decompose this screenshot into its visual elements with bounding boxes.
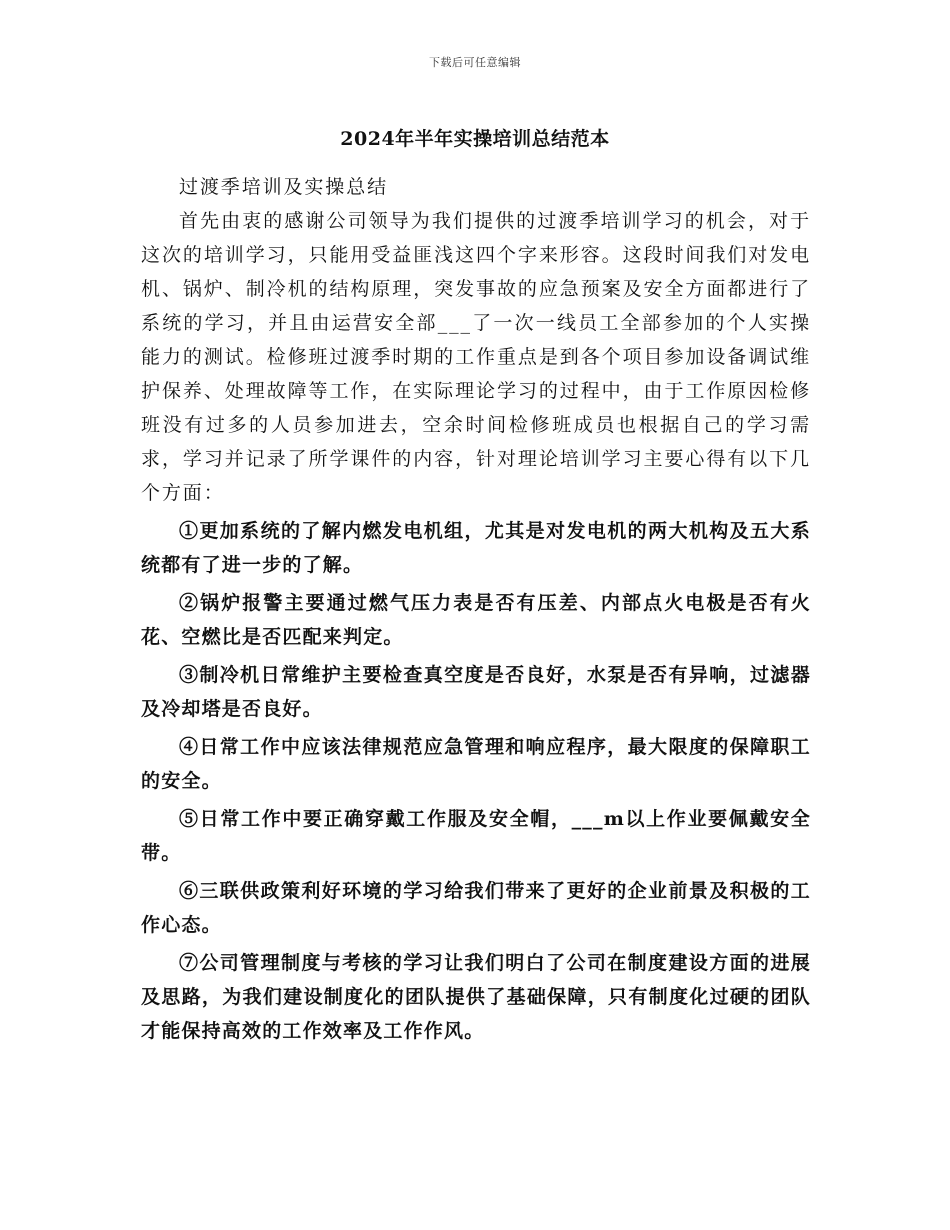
document-body [141, 170, 811, 1048]
intro-paragraph: 首先由衷的感谢公司领导为我们提供的过渡季培训学习的机会，对于这次的培训学习，只能用受益匪浅这四个字来形容。这段时间我们对发电机、锅炉、制冷机的结构原理，突发事故的应急预案及安全方面都进行了系统的学习，并且由运营安全部___了一次一线员工全部参加的个人实操能力的测试。检修班过渡季时期的工作重点是到各个项目参加设备调试维护保养、处理故障等工作，在实际理论学习的过程中，由于工作原因检修班没有过多的人员参加进去，空余时间检修班成员也根据自己的学习需求，学习并记录了所学课件的内容，针对理论培训学习主要心得有以下几个方面： [141, 210, 811, 504]
point-5: ⑤日常工作中要正确穿戴工作服及安全帽，___m以上作业要佩戴安全带。 [141, 808, 811, 864]
point-2: ②锅炉报警主要通过燃气压力表是否有压差、内部点火电极是否有火花、空燃比是否匹配来判定。 [141, 592, 811, 648]
section-subtitle: 过渡季培训及实操总结 [179, 176, 389, 198]
point-4: ④日常工作中应该法律规范应急管理和响应程序，最大限度的保障职工的安全。 [141, 736, 811, 792]
point-3: ③制冷机日常维护主要检查真空度是否良好，水泵是否有异响，过滤器及冷却塔是否良好。 [141, 664, 811, 720]
header-note: 下载后可任意编辑 [429, 56, 521, 69]
document-title: 2024年半年实操培训总结范本 [340, 128, 610, 150]
point-1: ①更加系统的了解内燃发电机组，尤其是对发电机的两大机构及五大系统都有了进一步的了解。 [141, 520, 811, 576]
point-6: ⑥三联供政策利好环境的学习给我们带来了更好的企业前景及积极的工作心态。 [141, 880, 811, 936]
point-7: ⑦公司管理制度与考核的学习让我们明白了公司在制度建设方面的进展及思路，为我们建设制度化的团队提供了基础保障，只有制度化过硬的团队才能保持高效的工作效率及工作作风。 [141, 952, 811, 1042]
